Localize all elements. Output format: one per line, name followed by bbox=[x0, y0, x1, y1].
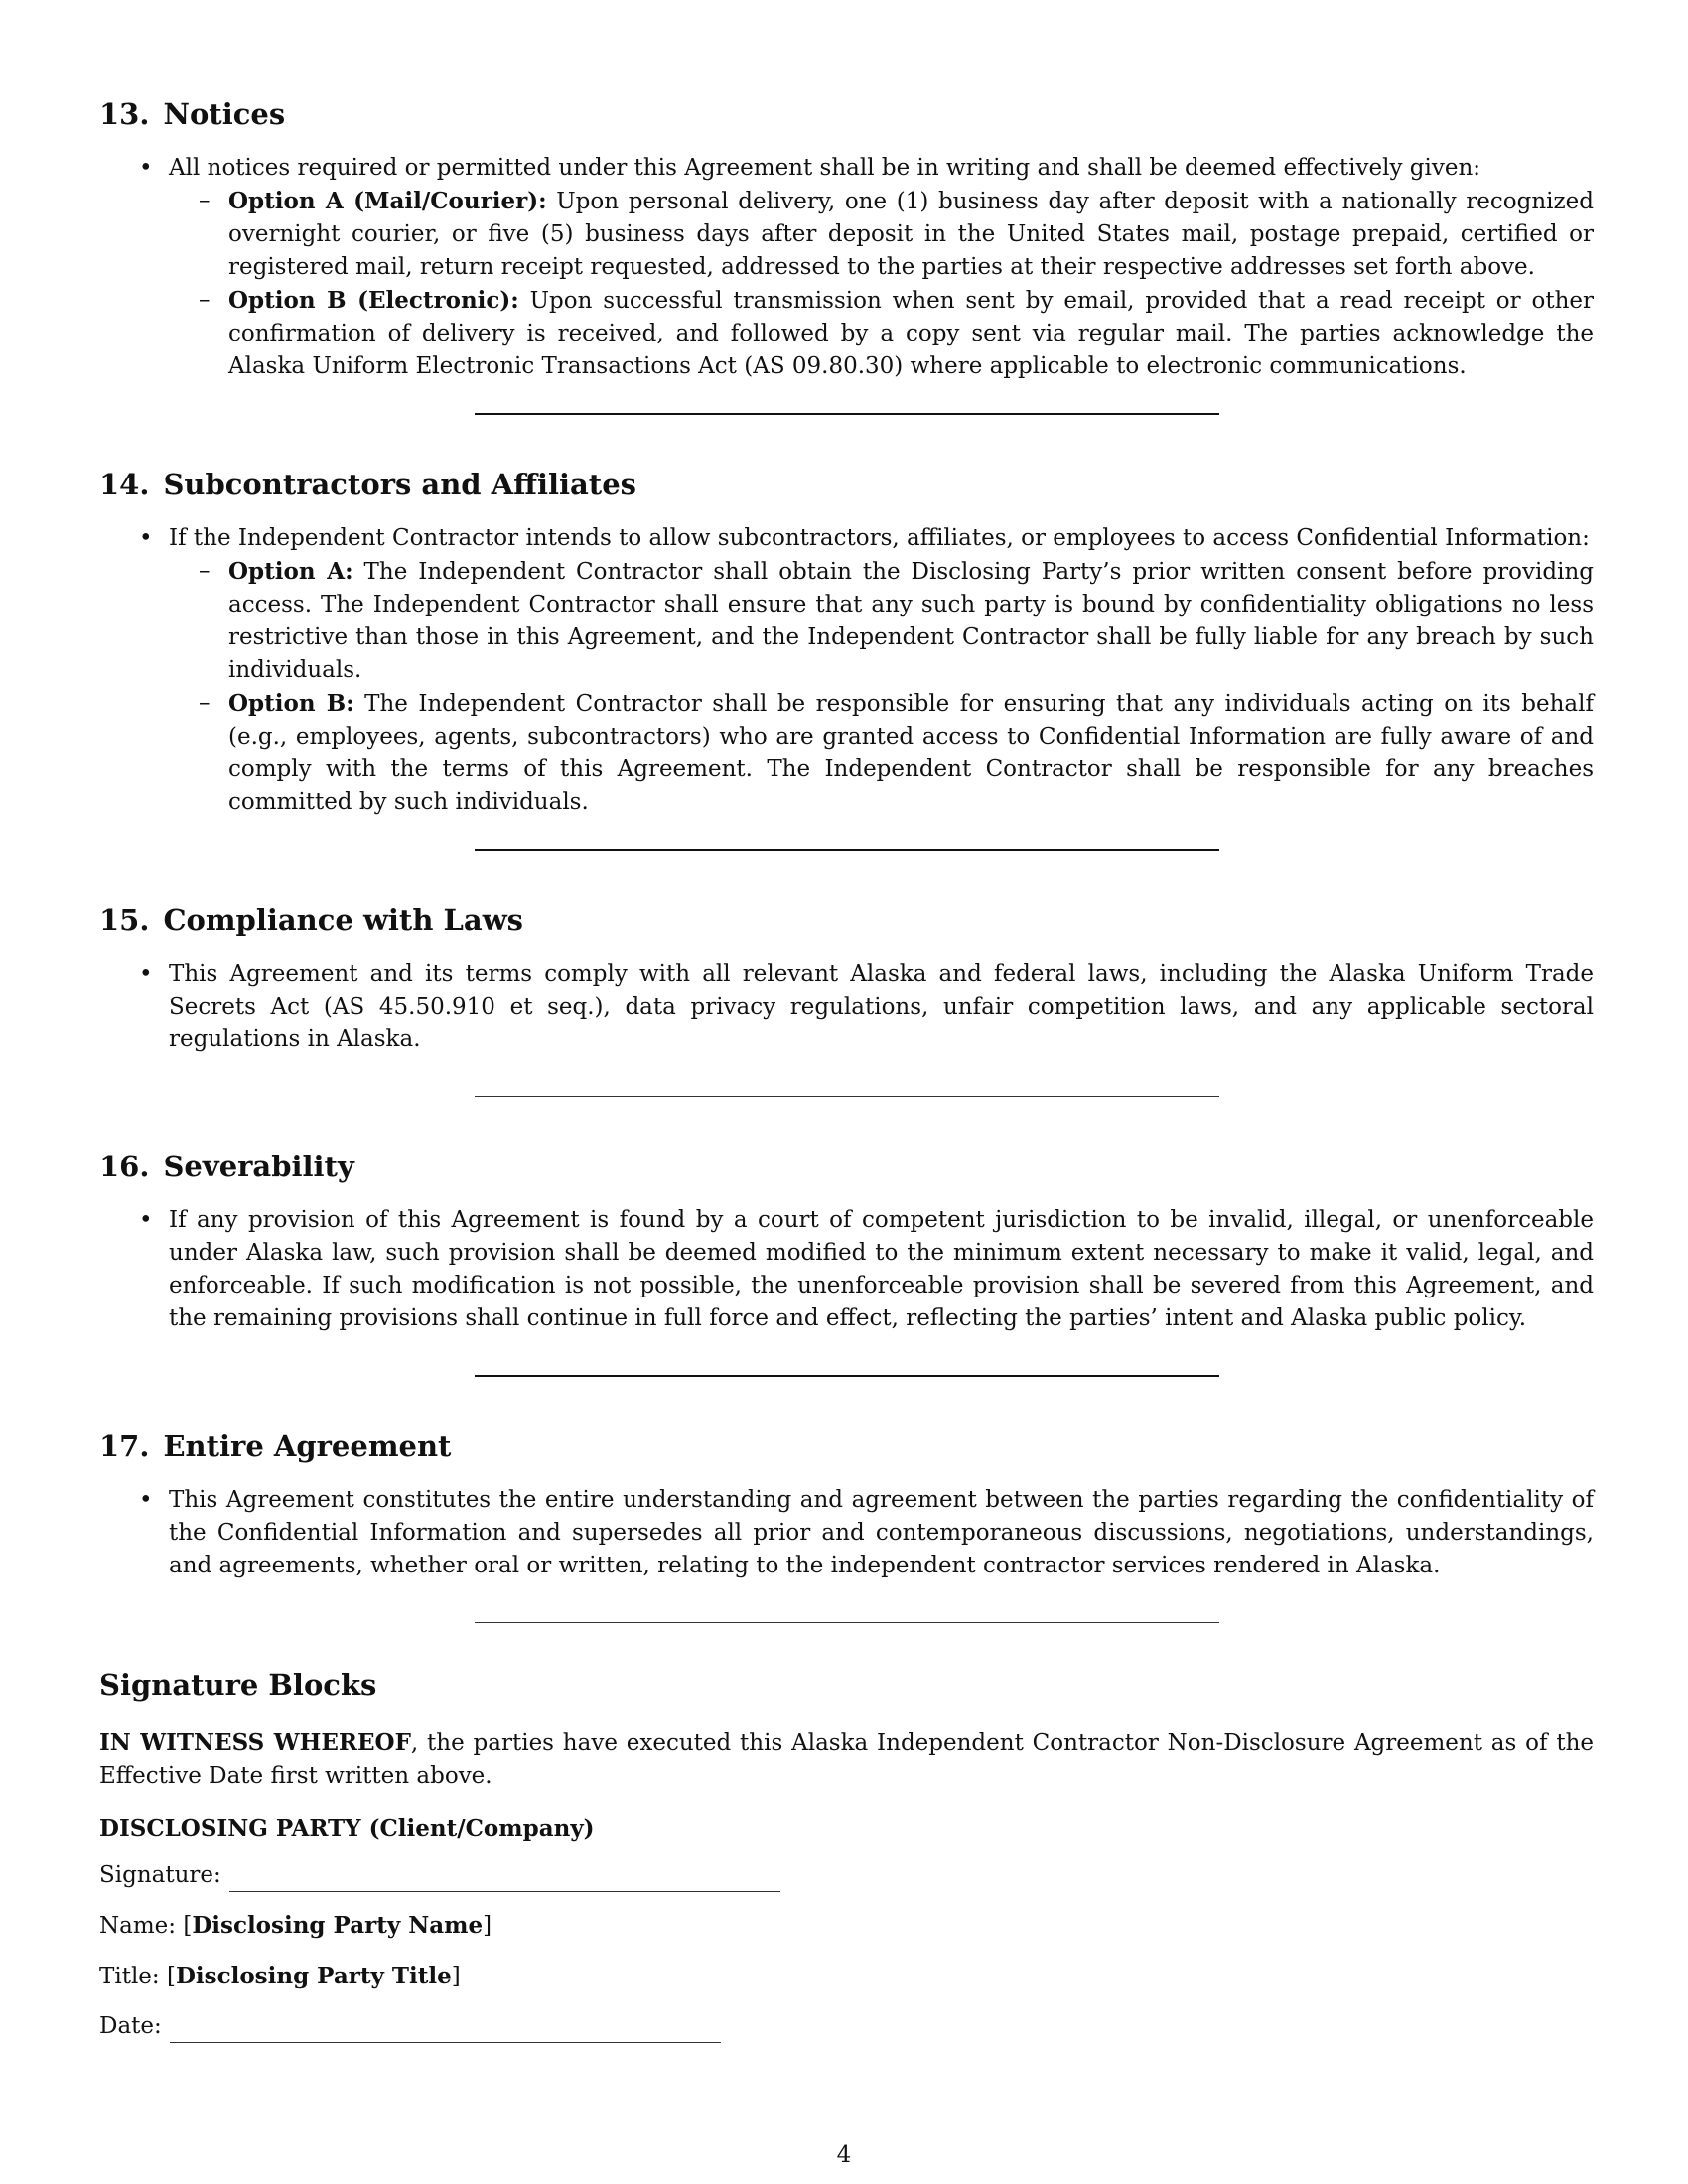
signature-heading: Signature Blocks bbox=[99, 1668, 377, 1702]
section-clause: • All notices required or permitted under this Agreement shall be in writing and shall be deemed effectively given: – Option A (Mail/Courier): Upon personal delivery, one (1) business day after deposit with a nationally recognized overnight courier, or five (5) business days after deposit in the United States mail, postage prepaid, certified or registered mail, return receipt requested, addressed to the parties at their respective addresses set forth above. – Option B (Electronic): Upon successful transmission when sent by email, provided that a read receipt or other confirmation of delivery is received, and followed by a copy sent via regular mail. The parties acknowledge the Alaska Uniform Electronic Transactions Act (AS 09.80.30) where applicable to electronic communications. bbox=[169, 152, 1594, 383]
document-page bbox=[99, 94, 1594, 2060]
date-blank[interactable] bbox=[170, 2016, 721, 2043]
section-clause: • This Agreement constitutes the entire understanding and agreement between the parties regarding the confidentiality of the Confidential Information and supersedes all prior and contemporaneous discussions, negotiations, understandings, and agreements, whether oral or written, relating to the independent contractor services rendered in Alaska. bbox=[169, 1484, 1594, 1582]
section-divider bbox=[475, 1375, 1219, 1377]
section-clause: • If the Independent Contractor intends to allow subcontractors, affiliates, or employees to access Confidential Information: – Option A: The Independent Contractor shall obtain the Disclosing Party’s prior written consent before providing access. The Independent Contractor shall ensure that any such party is bound by confidentiality obligations no less restrictive than those in this Agreement, and the Independent Contractor shall be fully liable for any breach by such individuals. – Option B: The Independent Contractor shall be responsible for ensuring that any individuals acting on its behalf (e.g., employees, agents, subcontractors) who are granted access to Confidential Information are fully aware of and comply with the terms of this Agreement. The Independent Contractor shall be responsible for any breaches committed by such individuals. bbox=[169, 522, 1594, 819]
signature-blocks bbox=[99, 1665, 1594, 2043]
section-heading: 15. Compliance with Laws bbox=[99, 903, 523, 937]
date-line[interactable]: Date: bbox=[99, 2010, 1594, 2043]
section-severability bbox=[99, 1147, 1594, 1335]
option-item: – Option A (Mail/Courier): Upon personal delivery, one (1) business day after deposit with a nationally recognized overnight courier, or five (5) business days after deposit in the United States mail, postage prepaid, certified or registered mail, return receipt requested, addressed to the parties at their respective addresses set forth above. bbox=[228, 185, 1594, 284]
section-subcontractors bbox=[99, 465, 1594, 819]
section-divider bbox=[475, 1622, 1219, 1623]
option-item: – Option B: The Independent Contractor shall be responsible for ensuring that any individuals acting on its behalf (e.g., employees, agents, subcontractors) who are granted access to Confidential Information are fully aware of and comply with the terms of this Agreement. The Independent Contractor shall be responsible for any breaches committed by such individuals. bbox=[228, 687, 1594, 819]
title-line: Title: [Disclosing Party Title] bbox=[99, 1963, 461, 1989]
option-item: – Option A: The Independent Contractor shall obtain the Disclosing Party’s prior written consent before providing access. The Independent Contractor shall ensure that any such party is bound by confidentiality obligations no less restrictive than those in this Agreement, and the Independent Contractor shall be fully liable for any breach by such individuals. bbox=[228, 555, 1594, 687]
name-line: Name: [Disclosing Party Name] bbox=[99, 1912, 492, 1939]
section-entire-agreement bbox=[99, 1427, 1594, 1582]
section-notices bbox=[99, 94, 1594, 383]
signature-line[interactable]: Signature: bbox=[99, 1859, 1594, 1892]
signature-blank[interactable] bbox=[229, 1865, 780, 1892]
section-divider bbox=[475, 1096, 1219, 1097]
option-item: – Option B (Electronic): Upon successful transmission when sent by email, provided that a read receipt or other confirmation of delivery is received, and followed by a copy sent via regular mail. The parties acknowledge the Alaska Uniform Electronic Transactions Act (AS 09.80.30) where applicable to electronic communications. bbox=[228, 284, 1594, 383]
section-heading: 17. Entire Agreement bbox=[99, 1430, 452, 1463]
section-heading: 14. Subcontractors and Affiliates bbox=[99, 468, 636, 501]
party-heading: DISCLOSING PARTY (Client/Company) bbox=[99, 1815, 595, 1842]
page-number: 4 bbox=[836, 2142, 852, 2168]
section-divider bbox=[475, 413, 1219, 415]
witness-clause: IN WITNESS WHEREOF, the parties have executed this Alaska Independent Contractor Non-Disclosure Agreement as of the Effective Date first written above. bbox=[99, 1729, 1594, 1789]
section-clause: • If any provision of this Agreement is found by a court of competent jurisdiction to be invalid, illegal, or unenforceable under Alaska law, such provision shall be deemed modified to the minimum extent necessary to make it valid, legal, and enforceable. If such modification is not possible, the unenforceable provision shall be severed from this Agreement, and the remaining provisions shall continue in full force and effect, reflecting the parties’ intent and Alaska public policy. bbox=[169, 1204, 1594, 1335]
section-compliance bbox=[99, 900, 1594, 1056]
section-clause: • This Agreement and its terms comply with all relevant Alaska and federal laws, including the Alaska Uniform Trade Secrets Act (AS 45.50.910 et seq.), data privacy regulations, unfair competition laws, and any applicable sectoral regulations in Alaska. bbox=[169, 958, 1594, 1056]
section-divider bbox=[475, 849, 1219, 851]
section-heading: 16. Severability bbox=[99, 1150, 354, 1183]
section-heading: 13. Notices bbox=[99, 97, 286, 131]
